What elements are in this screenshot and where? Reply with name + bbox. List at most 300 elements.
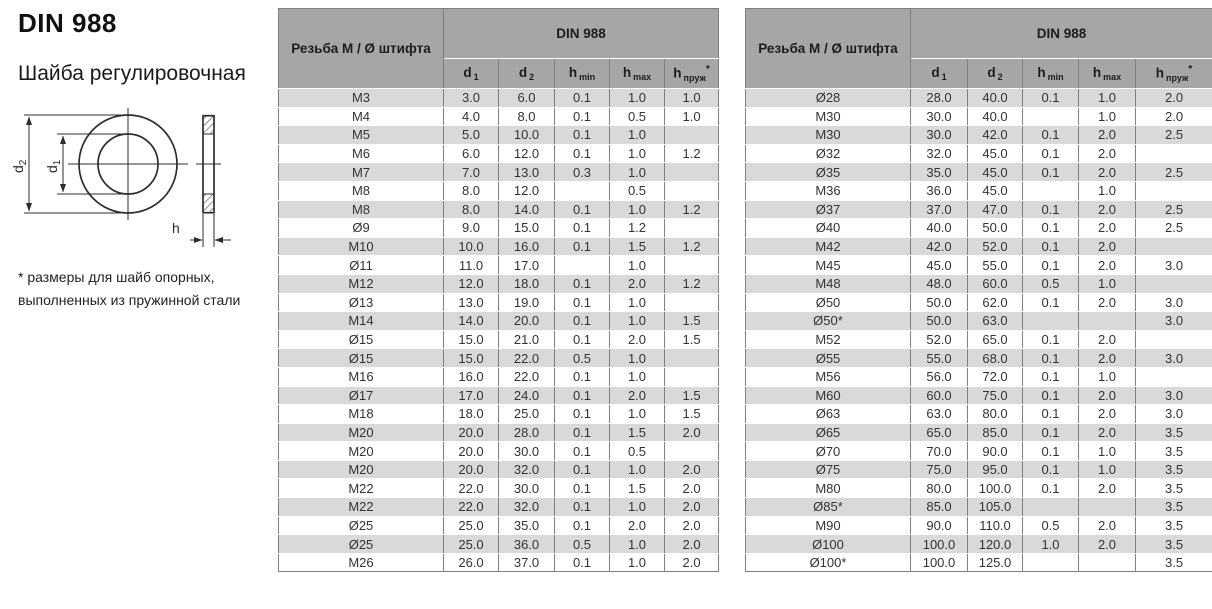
value-cell: 20.0 [499, 312, 555, 331]
table-row [746, 200, 1212, 219]
column-header: d $_1$ [444, 59, 499, 89]
size-cell: M30 [746, 107, 911, 126]
value-cell: 1.0 [1079, 107, 1136, 126]
value-cell: 3.5 [1136, 460, 1212, 479]
value-cell: 32.0 [499, 460, 555, 479]
value-cell: 55.0 [911, 349, 968, 368]
value-cell: 40.0 [968, 107, 1023, 126]
size-cell: M14 [279, 312, 444, 331]
table-row [746, 423, 1212, 442]
value-cell: 72.0 [968, 367, 1023, 386]
table-row [746, 312, 1212, 331]
table-row [746, 181, 1212, 200]
column-header: h $_{пруж}$* [665, 59, 719, 89]
value-cell: 0.1 [555, 312, 610, 331]
column-header: h $_{min}$ [555, 59, 610, 89]
value-cell: 0.1 [555, 293, 610, 312]
value-cell: 1.0 [610, 256, 665, 275]
footnote [18, 266, 268, 312]
value-cell: 1.0 [665, 107, 719, 126]
value-cell: 8.0 [499, 107, 555, 126]
table-row [746, 516, 1212, 535]
value-cell: 22.0 [499, 349, 555, 368]
header-row-span [279, 9, 719, 59]
value-cell: 1.2 [665, 274, 719, 293]
value-cell: 3.0 [1136, 293, 1212, 312]
value-cell: 10.0 [499, 126, 555, 145]
size-cell: M56 [746, 367, 911, 386]
size-cell: M22 [279, 479, 444, 498]
table-row [746, 386, 1212, 405]
value-cell: 1.5 [665, 405, 719, 424]
size-cell: Ø25 [279, 516, 444, 535]
value-cell: 0.1 [555, 460, 610, 479]
size-cell: M8 [279, 200, 444, 219]
value-cell: 1.0 [610, 144, 665, 163]
table-row [746, 256, 1212, 275]
value-cell: 0.1 [1023, 330, 1079, 349]
value-cell: 75.0 [911, 460, 968, 479]
value-cell: 0.1 [555, 516, 610, 535]
value-cell [665, 256, 719, 275]
value-cell: 1.0 [610, 312, 665, 331]
value-cell: 1.0 [610, 349, 665, 368]
value-cell: 1.0 [610, 89, 665, 108]
column-header: d $_2$ [968, 59, 1023, 89]
value-cell: 2.0 [1136, 107, 1212, 126]
table-row [279, 423, 719, 442]
size-cell: Ø55 [746, 349, 911, 368]
size-cell: M8 [279, 181, 444, 200]
value-cell: 95.0 [968, 460, 1023, 479]
value-cell: 20.0 [444, 460, 499, 479]
value-cell: 28.0 [499, 423, 555, 442]
value-cell: 3.5 [1136, 516, 1212, 535]
value-cell: 1.0 [1079, 442, 1136, 461]
size-cell: Ø13 [279, 293, 444, 312]
table-row [746, 367, 1212, 386]
value-cell: 25.0 [444, 516, 499, 535]
table-row [746, 442, 1212, 461]
value-cell: 32.0 [911, 144, 968, 163]
size-cell: Ø63 [746, 405, 911, 424]
value-cell: 2.0 [1079, 200, 1136, 219]
value-cell [1136, 330, 1212, 349]
dimension-h [172, 214, 231, 247]
table-row [279, 479, 719, 498]
value-cell: 2.0 [610, 516, 665, 535]
value-cell: 0.1 [555, 126, 610, 145]
value-cell: 45.0 [911, 256, 968, 275]
value-cell: 0.5 [555, 535, 610, 554]
value-cell: 22.0 [499, 367, 555, 386]
size-cell: M6 [279, 144, 444, 163]
value-cell: 0.1 [1023, 163, 1079, 182]
table-row [746, 89, 1212, 108]
value-cell: 62.0 [968, 293, 1023, 312]
value-cell: 2.0 [1079, 144, 1136, 163]
value-cell: 12.0 [499, 144, 555, 163]
value-cell: 22.0 [444, 479, 499, 498]
value-cell: 70.0 [911, 442, 968, 461]
value-cell: 25.0 [444, 535, 499, 554]
value-cell: 1.5 [665, 330, 719, 349]
table-row [279, 89, 719, 108]
size-cell: Ø37 [746, 200, 911, 219]
size-cell: Ø50 [746, 293, 911, 312]
value-cell: 0.5 [1023, 516, 1079, 535]
table-row [746, 144, 1212, 163]
size-cell: Ø15 [279, 330, 444, 349]
value-cell [665, 442, 719, 461]
table-row [746, 535, 1212, 554]
size-cell: M22 [279, 498, 444, 517]
value-cell: 0.5 [1023, 274, 1079, 293]
value-cell [1079, 312, 1136, 331]
value-cell: 105.0 [968, 498, 1023, 517]
value-cell: 1.2 [665, 144, 719, 163]
table-row [279, 330, 719, 349]
size-cell: M42 [746, 237, 911, 256]
value-cell: 9.0 [444, 219, 499, 238]
size-cell: Ø75 [746, 460, 911, 479]
size-cell: M18 [279, 405, 444, 424]
value-cell: 1.2 [610, 219, 665, 238]
value-cell: 2.0 [1079, 423, 1136, 442]
value-cell: 1.0 [610, 126, 665, 145]
table-row [746, 553, 1212, 572]
size-cell: M10 [279, 237, 444, 256]
table-row [279, 386, 719, 405]
value-cell [665, 163, 719, 182]
value-cell: 2.5 [1136, 163, 1212, 182]
value-cell: 1.0 [1023, 535, 1079, 554]
value-cell: 1.0 [1079, 367, 1136, 386]
size-cell: Ø70 [746, 442, 911, 461]
value-cell [1136, 144, 1212, 163]
value-cell: 0.1 [1023, 405, 1079, 424]
value-cell: 2.0 [665, 553, 719, 572]
table-row [279, 405, 719, 424]
value-cell: 2.0 [1079, 479, 1136, 498]
value-cell: 2.0 [1079, 293, 1136, 312]
value-cell: 16.0 [444, 367, 499, 386]
table-row [279, 460, 719, 479]
size-cell: Ø65 [746, 423, 911, 442]
size-cell: M12 [279, 274, 444, 293]
value-cell: 1.0 [1079, 460, 1136, 479]
size-cell: Ø25 [279, 535, 444, 554]
value-cell: 68.0 [968, 349, 1023, 368]
value-cell: 0.1 [555, 423, 610, 442]
value-cell: 1.5 [665, 312, 719, 331]
size-cell: M5 [279, 126, 444, 145]
value-cell [555, 181, 610, 200]
value-cell: 1.0 [665, 89, 719, 108]
value-cell: 10.0 [444, 237, 499, 256]
value-cell [1023, 498, 1079, 517]
table-row [746, 219, 1212, 238]
value-cell: 4.0 [444, 107, 499, 126]
value-cell: 2.0 [1136, 89, 1212, 108]
size-cell: M4 [279, 107, 444, 126]
value-cell: 20.0 [444, 423, 499, 442]
table-row [279, 516, 719, 535]
value-cell [1023, 312, 1079, 331]
value-cell: 0.1 [555, 144, 610, 163]
value-cell: 1.0 [1079, 89, 1136, 108]
table-row [279, 181, 719, 200]
thread-column-header: Резьба М / Ø штифта [746, 9, 911, 89]
value-cell: 0.1 [1023, 89, 1079, 108]
value-cell: 0.1 [555, 498, 610, 517]
size-cell: M20 [279, 442, 444, 461]
table-row [746, 126, 1212, 145]
value-cell: 0.5 [610, 181, 665, 200]
washer-front-view [68, 108, 188, 220]
value-cell [1079, 498, 1136, 517]
size-cell: Ø50* [746, 312, 911, 331]
value-cell: 60.0 [968, 274, 1023, 293]
value-cell: 1.5 [610, 423, 665, 442]
value-cell [1136, 181, 1212, 200]
size-cell: Ø35 [746, 163, 911, 182]
value-cell: 2.0 [1079, 163, 1136, 182]
size-cell: M45 [746, 256, 911, 275]
value-cell: 0.1 [555, 367, 610, 386]
table-body [746, 89, 1212, 572]
value-cell [1023, 181, 1079, 200]
value-cell [1023, 107, 1079, 126]
value-cell: 2.5 [1136, 126, 1212, 145]
value-cell: 2.0 [1079, 405, 1136, 424]
value-cell: 125.0 [968, 553, 1023, 572]
value-cell: 17.0 [499, 256, 555, 275]
size-cell: Ø17 [279, 386, 444, 405]
value-cell: 65.0 [911, 423, 968, 442]
column-header: h $_{min}$ [1023, 59, 1079, 89]
size-cell: M3 [279, 89, 444, 108]
value-cell: 0.1 [555, 274, 610, 293]
value-cell: 75.0 [968, 386, 1023, 405]
value-cell: 0.1 [555, 386, 610, 405]
size-cell: M36 [746, 181, 911, 200]
value-cell: 20.0 [444, 442, 499, 461]
value-cell: 2.0 [665, 498, 719, 517]
value-cell: 0.1 [1023, 423, 1079, 442]
size-cell: Ø11 [279, 256, 444, 275]
value-cell: 2.5 [1136, 200, 1212, 219]
page-subtitle: Шайба регулировочная [18, 62, 246, 85]
value-cell: 45.0 [968, 163, 1023, 182]
footnote-line-2: выполненных из пружинной стали [18, 292, 241, 309]
table-row [746, 274, 1212, 293]
standard-span-header: DIN 988 [444, 9, 719, 59]
value-cell: 0.1 [555, 237, 610, 256]
table-row [746, 163, 1212, 182]
size-cell: M52 [746, 330, 911, 349]
value-cell: 28.0 [911, 89, 968, 108]
value-cell: 2.0 [1079, 386, 1136, 405]
value-cell: 14.0 [444, 312, 499, 331]
value-cell: 35.0 [499, 516, 555, 535]
value-cell: 3.5 [1136, 553, 1212, 572]
dim-label-d1: $d_1$ [44, 159, 63, 173]
value-cell: 2.0 [665, 535, 719, 554]
table-row [279, 498, 719, 517]
value-cell: 2.0 [610, 274, 665, 293]
value-cell: 1.0 [610, 535, 665, 554]
value-cell: 2.0 [665, 460, 719, 479]
value-cell: 13.0 [499, 163, 555, 182]
value-cell: 15.0 [499, 219, 555, 238]
value-cell: 3.5 [1136, 442, 1212, 461]
value-cell [1079, 553, 1136, 572]
table-row [746, 460, 1212, 479]
value-cell [555, 256, 610, 275]
value-cell: 60.0 [911, 386, 968, 405]
value-cell: 42.0 [911, 237, 968, 256]
footnote-line-1: * размеры для шайб опорных, [18, 269, 215, 285]
table-row [746, 330, 1212, 349]
table-body [279, 89, 719, 572]
value-cell: 0.1 [1023, 256, 1079, 275]
value-cell: 55.0 [968, 256, 1023, 275]
value-cell: 36.0 [499, 535, 555, 554]
table-row [746, 405, 1212, 424]
value-cell: 0.1 [1023, 144, 1079, 163]
value-cell: 1.0 [610, 293, 665, 312]
value-cell: 1.0 [1079, 274, 1136, 293]
value-cell: 11.0 [444, 256, 499, 275]
size-cell: M80 [746, 479, 911, 498]
value-cell: 3.5 [1136, 423, 1212, 442]
value-cell: 63.0 [968, 312, 1023, 331]
size-cell: M20 [279, 460, 444, 479]
value-cell: 1.5 [665, 386, 719, 405]
value-cell [1136, 367, 1212, 386]
left-panel [18, 8, 270, 39]
column-header: h $_{пруж}$* [1136, 59, 1212, 89]
value-cell: 3.5 [1136, 535, 1212, 554]
value-cell: 1.2 [665, 237, 719, 256]
value-cell: 19.0 [499, 293, 555, 312]
value-cell: 0.1 [1023, 442, 1079, 461]
value-cell [665, 126, 719, 145]
value-cell: 15.0 [444, 330, 499, 349]
value-cell: 25.0 [499, 405, 555, 424]
value-cell: 0.1 [1023, 237, 1079, 256]
size-cell: M16 [279, 367, 444, 386]
table-row [746, 349, 1212, 368]
value-cell: 6.0 [499, 89, 555, 108]
value-cell: 52.0 [911, 330, 968, 349]
value-cell: 0.1 [1023, 386, 1079, 405]
value-cell: 30.0 [911, 107, 968, 126]
value-cell: 35.0 [911, 163, 968, 182]
value-cell [665, 349, 719, 368]
value-cell: 5.0 [444, 126, 499, 145]
value-cell: 0.1 [555, 553, 610, 572]
value-cell: 2.0 [1079, 535, 1136, 554]
standard-span-header: DIN 988 [911, 9, 1212, 59]
page-title: DIN 988 [18, 8, 117, 38]
value-cell: 30.0 [499, 479, 555, 498]
value-cell: 1.5 [610, 479, 665, 498]
table-row [279, 107, 719, 126]
value-cell: 100.0 [911, 535, 968, 554]
value-cell: 3.0 [1136, 312, 1212, 331]
value-cell: 0.1 [1023, 293, 1079, 312]
table-row [279, 256, 719, 275]
value-cell: 100.0 [911, 553, 968, 572]
value-cell: 2.0 [1079, 256, 1136, 275]
column-header: d $_1$ [911, 59, 968, 89]
value-cell: 90.0 [911, 516, 968, 535]
size-cell: M30 [746, 126, 911, 145]
value-cell: 1.0 [610, 163, 665, 182]
value-cell: 1.0 [610, 553, 665, 572]
value-cell: 0.1 [555, 405, 610, 424]
value-cell: 13.0 [444, 293, 499, 312]
table-row [279, 349, 719, 368]
value-cell: 3.5 [1136, 498, 1212, 517]
value-cell: 2.0 [665, 516, 719, 535]
size-cell: Ø100 [746, 535, 911, 554]
value-cell: 45.0 [968, 144, 1023, 163]
value-cell: 32.0 [499, 498, 555, 517]
value-cell: 85.0 [968, 423, 1023, 442]
value-cell: 24.0 [499, 386, 555, 405]
dim-label-h: h [172, 220, 180, 236]
value-cell: 100.0 [968, 479, 1023, 498]
table-row [746, 498, 1212, 517]
header-row-span [746, 9, 1212, 59]
table-row [279, 163, 719, 182]
size-cell: Ø15 [279, 349, 444, 368]
size-cell: M20 [279, 423, 444, 442]
size-cell: M7 [279, 163, 444, 182]
din988-table-small-sizes [278, 8, 719, 572]
value-cell: 12.0 [499, 181, 555, 200]
value-cell: 2.0 [610, 386, 665, 405]
value-cell: 40.0 [968, 89, 1023, 108]
value-cell: 3.0 [1136, 405, 1212, 424]
value-cell: 47.0 [968, 200, 1023, 219]
value-cell: 12.0 [444, 274, 499, 293]
value-cell: 42.0 [968, 126, 1023, 145]
column-header: d $_2$ [499, 59, 555, 89]
value-cell: 37.0 [499, 553, 555, 572]
value-cell: 0.1 [1023, 479, 1079, 498]
value-cell: 3.0 [1136, 256, 1212, 275]
table-row [279, 200, 719, 219]
din988-table-large-sizes [745, 8, 1212, 572]
value-cell [665, 367, 719, 386]
value-cell: 50.0 [911, 293, 968, 312]
value-cell: 0.5 [610, 107, 665, 126]
table-row [279, 553, 719, 572]
washer-drawing [10, 100, 260, 260]
size-cell: M90 [746, 516, 911, 535]
value-cell: 0.1 [1023, 367, 1079, 386]
table-row [746, 293, 1212, 312]
value-cell: 3.0 [1136, 386, 1212, 405]
value-cell: 0.1 [555, 200, 610, 219]
dim-label-d2: $d_2$ [10, 159, 29, 173]
value-cell: 18.0 [444, 405, 499, 424]
value-cell: 80.0 [968, 405, 1023, 424]
